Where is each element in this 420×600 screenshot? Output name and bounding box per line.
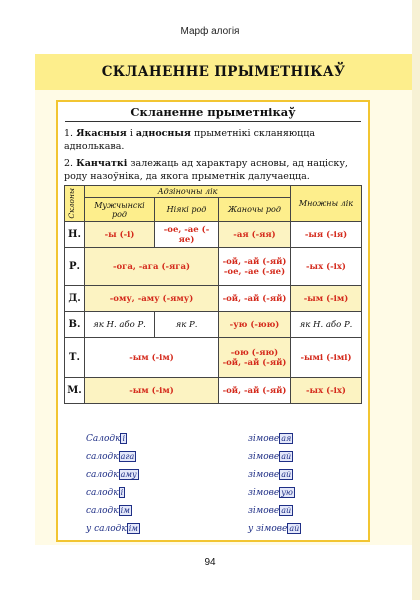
masculine-header: Мужчынскі род [85, 198, 155, 222]
rule-keyword: адносныя [135, 128, 191, 139]
running-head: Марф алогія [180, 26, 240, 37]
example-right: у зімове ай [248, 524, 300, 534]
rule-panel [56, 100, 370, 542]
rule-2 [64, 157, 362, 183]
example-left: салодк аму [86, 470, 137, 480]
rule-keyword: Канчаткі [76, 158, 128, 169]
rule-keyword: Якасныя [76, 128, 127, 139]
singular-header: Адзіночны лік [85, 186, 291, 198]
table-row: Т. -ым (-ім) -ою (-яю) -ой, -ай (-яй) -ымі (-імі) [65, 338, 362, 378]
title-band [35, 54, 412, 90]
table-row: Р. -ога, -ага (-яга) -ой, -ай (-яй) -ое, -ае (-яе) -ых (-іх) [65, 248, 362, 286]
neuter-header: Ніякі род [155, 198, 219, 222]
panel-divider [65, 121, 361, 122]
example-right: зімове ая [248, 434, 292, 444]
rule-text: залежаць ад характару асновы, ад націску, роду назоўніка, да якога прыметнік далучаецца. [64, 158, 348, 182]
rule-text: і [126, 128, 136, 139]
cases-header: Склоны [65, 186, 85, 222]
rule-1 [64, 127, 362, 153]
rule-number: 2. [64, 158, 74, 169]
feminine-header: Жаночы род [219, 198, 291, 222]
panel-title: Скланенне прыметнікаў [130, 105, 296, 119]
example-left: Салодк і [86, 434, 126, 444]
example-right: зімове ай [248, 470, 292, 480]
example-right: зімове ай [248, 452, 292, 462]
rule-text: прыметнікі скланяюцца аднолькава. [64, 128, 315, 152]
rule-number: 1. [64, 128, 74, 139]
example-left: салодк і [86, 488, 124, 498]
page-edge [412, 0, 420, 600]
example-left: у салодк ім [86, 524, 138, 534]
table-row: Д. -ому, -аму (-яму) -ой, -ай (-яй) -ым (-ім) [65, 286, 362, 312]
table-row: В. як Н. або Р. як Р. -ую (-юю) як Н. або Р. [65, 312, 362, 338]
page-number: 94 [204, 557, 216, 568]
declension-table [64, 185, 362, 404]
section-title: СКЛАНЕННЕ ПРЫМЕТНІКАЎ [101, 64, 346, 80]
example-left: салодк ім [86, 506, 130, 516]
table-row: М. -ым (-ім) -ой, -ай (-яй) -ых (-іх) [65, 378, 362, 404]
example-right: зімове ай [248, 506, 292, 516]
example-left: салодк ага [86, 452, 135, 462]
example-right: зімове ую [248, 488, 293, 498]
plural-header: Множны лік [291, 186, 362, 222]
table-row: Н. -ы (-і) -ое, -ае (-яе) -ая (-яя) -ыя (-ія) [65, 222, 362, 248]
